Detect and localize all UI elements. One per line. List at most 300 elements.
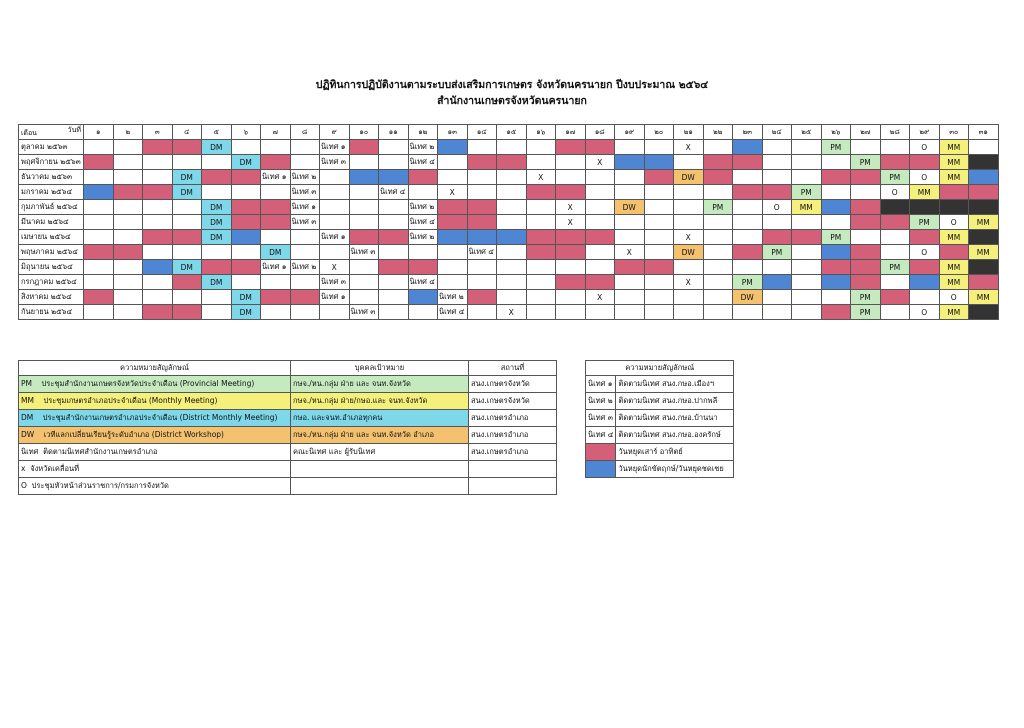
day-cell (674, 275, 704, 290)
legend-target: คณะนิเทศ และ ผู้รับนิเทศ (291, 444, 469, 461)
day-cell (644, 230, 674, 245)
day-cell (172, 170, 202, 185)
event-label: นิเทศ ๔ (409, 157, 435, 166)
day-header: ๓๑ (969, 125, 999, 140)
day-cell (113, 305, 143, 320)
day-cell (556, 305, 586, 320)
day-cell (290, 215, 320, 230)
day-cell (467, 305, 497, 320)
month-row (19, 185, 999, 200)
day-cell (733, 305, 763, 320)
day-header: ๒๐ (644, 125, 674, 140)
event-label: X (685, 277, 691, 287)
event-label: O (950, 217, 957, 227)
day-cell (497, 185, 527, 200)
day-cell (438, 155, 468, 170)
day-cell (910, 260, 940, 275)
legend2-row (586, 427, 734, 444)
day-cell (644, 305, 674, 320)
day-cell (438, 305, 468, 320)
day-cell (703, 260, 733, 275)
day-cell (733, 185, 763, 200)
day-cell (231, 140, 261, 155)
legend-row (19, 376, 557, 393)
day-cell (939, 140, 969, 155)
legend2-code (586, 444, 616, 461)
month-label: เมษายน ๒๕๖๔ (19, 230, 84, 245)
day-cell (939, 200, 969, 215)
event-label: PM (830, 142, 842, 152)
day-cell (379, 140, 409, 155)
day-cell (880, 230, 910, 245)
month-label: พฤษภาคม ๒๕๖๔ (19, 245, 84, 260)
event-label: DM (210, 232, 223, 242)
day-cell (821, 290, 851, 305)
event-label: X (597, 157, 603, 167)
event-label: X (597, 292, 603, 302)
day-cell (762, 215, 792, 230)
day-cell (143, 155, 173, 170)
day-cell (644, 245, 674, 260)
month-label: สิงหาคม ๒๕๖๔ (19, 290, 84, 305)
corner-month-label: เดือน (21, 129, 37, 137)
day-cell (733, 275, 763, 290)
month-row (19, 260, 999, 275)
day-cell (497, 140, 527, 155)
day-cell (851, 155, 881, 170)
legend-header: ความหมายสัญลักษณ์ (19, 361, 291, 376)
day-cell (821, 215, 851, 230)
day-cell (320, 305, 350, 320)
day-cell (969, 155, 999, 170)
legend-row (19, 427, 557, 444)
day-cell (467, 155, 497, 170)
day-cell (910, 275, 940, 290)
day-cell (851, 290, 881, 305)
day-cell (880, 305, 910, 320)
day-cell (438, 290, 468, 305)
day-cell (349, 275, 379, 290)
day-cell (556, 230, 586, 245)
day-cell (349, 245, 379, 260)
day-cell (821, 305, 851, 320)
month-row (19, 290, 999, 305)
day-cell (497, 275, 527, 290)
day-cell (556, 155, 586, 170)
legend-table (18, 360, 557, 495)
day-cell (969, 260, 999, 275)
event-label: PM (918, 217, 930, 227)
day-cell (615, 260, 645, 275)
day-cell (792, 200, 822, 215)
day-header: ๑๓ (438, 125, 468, 140)
day-cell (851, 185, 881, 200)
day-cell (438, 260, 468, 275)
day-cell (172, 305, 202, 320)
event-label: MM (947, 232, 961, 242)
day-cell (615, 185, 645, 200)
day-cell (349, 260, 379, 275)
day-cell (113, 215, 143, 230)
day-cell (910, 140, 940, 155)
day-cell (438, 170, 468, 185)
event-label: PM (889, 262, 901, 272)
day-cell (467, 275, 497, 290)
day-cell (320, 245, 350, 260)
day-cell (497, 215, 527, 230)
day-cell (172, 200, 202, 215)
day-cell (349, 200, 379, 215)
month-label: กุมภาพันธ์ ๒๕๖๔ (19, 200, 84, 215)
event-label: O (921, 247, 928, 257)
day-cell (644, 275, 674, 290)
day-cell (379, 200, 409, 215)
day-cell (851, 230, 881, 245)
day-cell (821, 275, 851, 290)
legend2-code: นิเทศ ๓ (586, 410, 616, 427)
day-cell (290, 260, 320, 275)
legend2-code: นิเทศ ๑ (586, 376, 616, 393)
day-cell (851, 200, 881, 215)
event-label: PM (830, 232, 842, 242)
day-cell (585, 215, 615, 230)
day-cell (113, 245, 143, 260)
legend2-desc: ติดตามนิเทศ สนง.กษอ.ปากพลี (616, 393, 734, 410)
day-cell (703, 170, 733, 185)
day-cell (467, 245, 497, 260)
event-label: DM (210, 142, 223, 152)
day-cell (467, 185, 497, 200)
day-cell (703, 245, 733, 260)
day-cell (408, 305, 438, 320)
legend2-desc: วันหยุดเสาร์ อาทิตย์ (616, 444, 734, 461)
day-cell (84, 215, 114, 230)
day-cell (851, 275, 881, 290)
legend2-row (586, 461, 734, 478)
day-cell (261, 290, 291, 305)
event-label: O (921, 172, 928, 182)
day-cell (792, 260, 822, 275)
event-label: นิเทศ ๑ (262, 172, 287, 181)
event-label: DW (681, 247, 695, 257)
day-header: ๘ (290, 125, 320, 140)
day-cell (615, 275, 645, 290)
day-cell (674, 140, 704, 155)
day-cell (143, 215, 173, 230)
day-cell (585, 260, 615, 275)
day-cell (290, 245, 320, 260)
day-cell (939, 170, 969, 185)
day-cell (644, 260, 674, 275)
day-cell (113, 170, 143, 185)
legend-target: กษจ./หน.กลุ่ม ฝ่าย/กษอ.และ จนท.จังหวัด (291, 393, 469, 410)
legend2-row (586, 410, 734, 427)
day-cell (556, 245, 586, 260)
day-header: ๒๒ (703, 125, 733, 140)
day-cell (84, 290, 114, 305)
day-cell (526, 140, 556, 155)
day-cell (202, 260, 232, 275)
day-cell (290, 200, 320, 215)
day-cell (674, 155, 704, 170)
day-cell (674, 185, 704, 200)
day-cell (762, 170, 792, 185)
event-label: MM (799, 202, 813, 212)
day-cell (880, 260, 910, 275)
day-cell (408, 140, 438, 155)
day-cell (320, 260, 350, 275)
legend-place: สนง.เกษตรจังหวัด (469, 376, 557, 393)
day-cell (143, 170, 173, 185)
day-cell (84, 200, 114, 215)
day-cell (969, 215, 999, 230)
day-cell (349, 215, 379, 230)
day-cell (703, 200, 733, 215)
day-cell (910, 170, 940, 185)
day-cell (467, 230, 497, 245)
day-cell (556, 275, 586, 290)
legend-symbol: DM ประชุมสำนักงานเกษตรอำเภอประจำเดือน (District Monthly Meeting) (19, 410, 291, 427)
legend2-row (586, 376, 734, 393)
event-label: นิเทศ ๓ (291, 217, 317, 226)
day-header: ๓๐ (939, 125, 969, 140)
event-label: O (950, 292, 957, 302)
day-cell (231, 185, 261, 200)
day-cell (674, 260, 704, 275)
day-cell (231, 245, 261, 260)
day-cell (172, 290, 202, 305)
day-cell (733, 260, 763, 275)
day-cell (408, 230, 438, 245)
day-cell (792, 245, 822, 260)
day-cell (792, 230, 822, 245)
day-header: ๑๗ (556, 125, 586, 140)
legend-row (19, 410, 557, 427)
month-row (19, 170, 999, 185)
day-cell (379, 305, 409, 320)
day-cell (644, 155, 674, 170)
event-label: นิเทศ ๔ (468, 247, 494, 256)
day-cell (615, 290, 645, 305)
day-cell (84, 140, 114, 155)
day-cell (113, 155, 143, 170)
day-cell (910, 290, 940, 305)
event-label: PM (889, 172, 901, 182)
day-cell (792, 275, 822, 290)
day-cell (910, 155, 940, 170)
corner-day-label: วันที่ (67, 126, 81, 134)
day-cell (910, 305, 940, 320)
day-cell (143, 185, 173, 200)
day-cell (379, 185, 409, 200)
day-cell (969, 305, 999, 320)
day-cell (497, 305, 527, 320)
day-cell (939, 245, 969, 260)
day-cell (821, 260, 851, 275)
day-cell (703, 305, 733, 320)
day-cell (733, 200, 763, 215)
day-cell (762, 155, 792, 170)
legend-place: สนง.เกษตรจังหวัด (469, 393, 557, 410)
event-label: DW (740, 292, 754, 302)
day-cell (113, 275, 143, 290)
day-cell (320, 155, 350, 170)
event-label: DM (210, 202, 223, 212)
day-cell (379, 170, 409, 185)
day-header: ๔ (172, 125, 202, 140)
day-cell (261, 260, 291, 275)
event-label: นิเทศ ๓ (321, 277, 346, 286)
event-label: MM (976, 217, 990, 227)
month-label: มิถุนายน ๒๕๖๔ (19, 260, 84, 275)
day-cell (939, 305, 969, 320)
event-label: DM (239, 292, 252, 302)
day-cell (467, 215, 497, 230)
day-cell (379, 155, 409, 170)
day-cell (969, 140, 999, 155)
month-row (19, 200, 999, 215)
legend2-code: นิเทศ ๔ (586, 427, 616, 444)
day-cell (526, 185, 556, 200)
day-cell (467, 290, 497, 305)
day-cell (231, 170, 261, 185)
legend2-desc: ติดตามนิเทศ สนง.กษอ.องครักษ์ (616, 427, 734, 444)
day-cell (733, 230, 763, 245)
day-cell (143, 260, 173, 275)
day-cell (733, 140, 763, 155)
day-cell (762, 275, 792, 290)
event-label: นิเทศ ๑ (321, 232, 346, 241)
day-cell (143, 200, 173, 215)
legend-place (469, 478, 557, 495)
day-cell (585, 305, 615, 320)
day-cell (231, 260, 261, 275)
event-label: นิเทศ ๓ (350, 307, 376, 316)
day-header: ๗ (261, 125, 291, 140)
event-label: PM (859, 307, 871, 317)
day-cell (585, 290, 615, 305)
day-cell (349, 305, 379, 320)
day-cell (674, 245, 704, 260)
day-cell (497, 290, 527, 305)
day-cell (261, 140, 291, 155)
day-cell (851, 140, 881, 155)
day-cell (143, 245, 173, 260)
day-cell (703, 275, 733, 290)
event-label: DW (681, 172, 695, 182)
holiday-legend-table (585, 360, 734, 478)
legend2-code (586, 461, 616, 478)
month-row (19, 230, 999, 245)
day-cell (261, 155, 291, 170)
day-cell (379, 260, 409, 275)
day-cell (880, 290, 910, 305)
day-cell (261, 305, 291, 320)
day-header: ๑๖ (526, 125, 556, 140)
document-subtitle: สำนักงานเกษตรจังหวัดนครนายก (437, 95, 587, 107)
day-header: ๑๘ (585, 125, 615, 140)
event-label: นิเทศ ๒ (409, 232, 435, 241)
day-cell (408, 185, 438, 200)
day-cell (615, 200, 645, 215)
event-label: MM (947, 142, 961, 152)
day-cell (172, 155, 202, 170)
day-cell (526, 170, 556, 185)
day-cell (290, 140, 320, 155)
day-cell (526, 305, 556, 320)
day-cell (733, 155, 763, 170)
day-cell (585, 185, 615, 200)
legend2-row (586, 393, 734, 410)
day-header: ๑๙ (615, 125, 645, 140)
day-cell (910, 230, 940, 245)
day-header: ๑ (84, 125, 114, 140)
event-label: X (685, 232, 691, 242)
day-cell (172, 275, 202, 290)
day-cell (497, 230, 527, 245)
day-cell (880, 200, 910, 215)
event-label: X (449, 187, 455, 197)
day-header: ๖ (231, 125, 261, 140)
day-cell (143, 305, 173, 320)
event-label: MM (947, 307, 961, 317)
day-cell (969, 245, 999, 260)
day-cell (408, 245, 438, 260)
month-label: กรกฎาคม ๒๕๖๔ (19, 275, 84, 290)
month-label: ธันวาคม ๒๕๖๓ (19, 170, 84, 185)
legend-place: สนง.เกษตรอำเภอ (469, 444, 557, 461)
day-cell (261, 215, 291, 230)
day-cell (349, 140, 379, 155)
legend-symbol: MM ประชุมเกษตรอำเภอประจำเดือน (Monthly Meeting) (19, 393, 291, 410)
day-cell (792, 305, 822, 320)
day-cell (792, 290, 822, 305)
day-cell (821, 245, 851, 260)
day-header: ๕ (202, 125, 232, 140)
day-cell (615, 170, 645, 185)
day-cell (172, 215, 202, 230)
day-cell (762, 305, 792, 320)
day-cell (172, 185, 202, 200)
day-cell (408, 200, 438, 215)
day-cell (349, 155, 379, 170)
event-label: MM (947, 172, 961, 182)
day-cell (674, 215, 704, 230)
legend-header: สถานที่ (469, 361, 557, 376)
day-cell (143, 230, 173, 245)
day-cell (821, 155, 851, 170)
day-header: ๑๕ (497, 125, 527, 140)
event-label: DM (210, 217, 223, 227)
day-cell (526, 155, 556, 170)
event-label: นิเทศ ๓ (291, 187, 317, 196)
day-header: ๒๗ (851, 125, 881, 140)
day-cell (379, 215, 409, 230)
day-cell (320, 170, 350, 185)
day-cell (526, 245, 556, 260)
day-cell (202, 155, 232, 170)
day-cell (733, 290, 763, 305)
event-label: O (891, 187, 898, 197)
day-cell (113, 260, 143, 275)
day-cell (231, 275, 261, 290)
legend2-row (586, 444, 734, 461)
day-cell (880, 185, 910, 200)
day-cell (674, 230, 704, 245)
day-cell (733, 215, 763, 230)
day-cell (615, 245, 645, 260)
day-cell (880, 245, 910, 260)
